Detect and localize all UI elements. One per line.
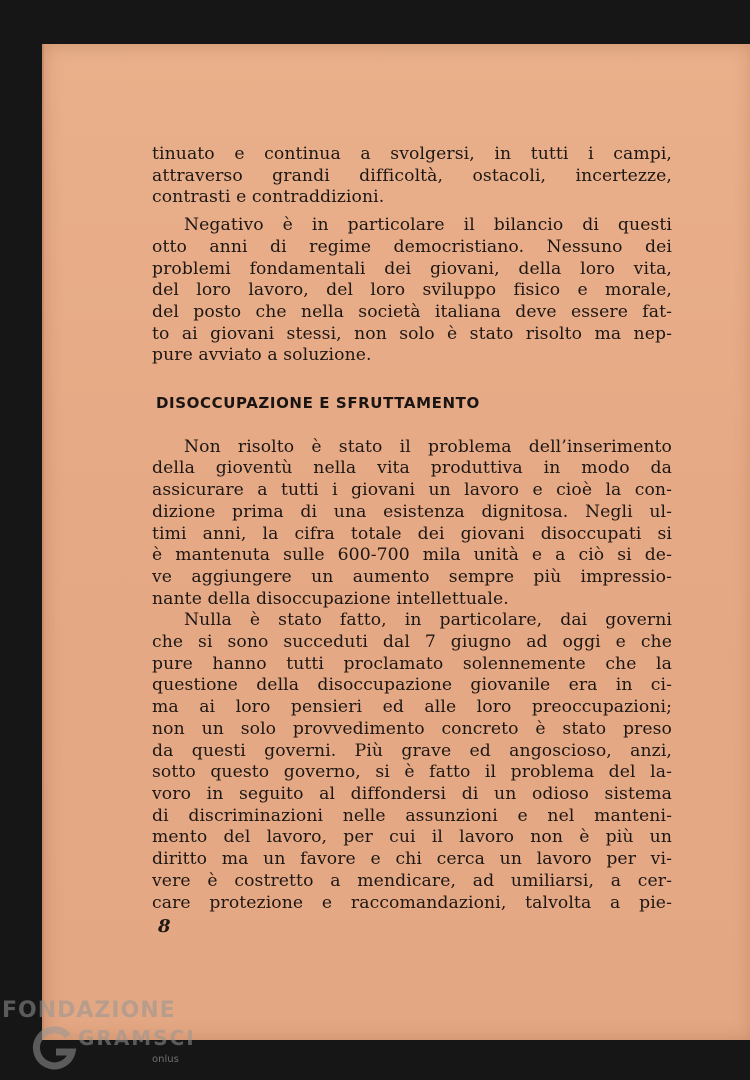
text-line: questione della disoccupazione giovanile era in ci- <box>152 675 672 696</box>
text-line: contrasti e contraddizioni. <box>152 187 385 208</box>
book-page <box>42 44 750 1040</box>
text-line: del loro lavoro, del loro sviluppo fisico e morale, <box>152 280 672 301</box>
paragraph-2 <box>152 215 672 367</box>
paragraph-3 <box>152 437 672 611</box>
paragraph-4 <box>152 610 672 914</box>
text-line: mento del lavoro, per cui il lavoro non è più un <box>152 827 672 848</box>
text-line: tinuato e continua a svolgersi, in tutti i campi, <box>152 144 672 164</box>
text-line: problemi fondamentali dei giovani, della loro vita, <box>152 258 672 279</box>
text-line: che si sono succeduti dal 7 giugno ad oggi e che <box>152 632 672 653</box>
text-line: ma ai loro pensieri ed alle loro preoccupazioni; <box>152 697 672 718</box>
body-text <box>152 144 672 914</box>
watermark-line-1: FONDAZIONE <box>2 998 176 1023</box>
section-heading: DISOCCUPAZIONE E SFRUTTAMENTO <box>156 394 480 413</box>
text-line: nante della disoccupazione intellettuale. <box>152 588 509 609</box>
text-line: Negativo è in particolare il bilancio di questi <box>184 215 672 236</box>
text-line: del posto che nella società italiana deve essere fat- <box>152 301 672 322</box>
text-line: della gioventù nella vita produttiva in modo da <box>152 458 672 479</box>
text-line: voro in seguito al diffondersi di un odioso sistema <box>152 783 672 804</box>
watermark-suffix: onlus <box>152 1054 179 1065</box>
text-line: non un solo provvedimento concreto è stato preso <box>152 718 672 739</box>
gramsci-logo-icon <box>28 1022 80 1074</box>
text-line: vere è costretto a mendicare, ad umiliarsi, a cer- <box>152 870 672 891</box>
paragraph-1 <box>152 144 672 209</box>
text-line: ve aggiungere un aumento sempre più impressio- <box>152 566 672 587</box>
text-line: care protezione e raccomandazioni, talvolta a pie- <box>152 892 672 913</box>
text-line: diritto ma un favore e chi cerca un lavoro per vi- <box>152 849 672 870</box>
text-line: Non risolto è stato il problema dell’inserimento <box>184 436 672 457</box>
text-line: dizione prima di una esistenza dignitosa. Negli ul- <box>152 501 672 522</box>
text-line: Nulla è stato fatto, in particolare, dai governi <box>184 610 672 631</box>
text-line: attraverso grandi difficoltà, ostacoli, incertezze, <box>152 165 672 186</box>
watermark <box>0 996 200 1080</box>
page-number: 8 <box>158 916 171 937</box>
text-line: otto anni di regime democristiano. Nessuno dei <box>152 236 672 257</box>
text-line: pure hanno tutti proclamato solennemente che la <box>152 653 672 674</box>
text-line: è mantenuta sulle 600-700 mila unità e a ciò si de- <box>152 545 672 566</box>
text-line: da questi governi. Più grave ed angoscioso, anzi, <box>152 740 672 761</box>
text-line: timi anni, la cifra totale dei giovani disoccupati si <box>152 523 672 544</box>
text-line: di discriminazioni nelle assunzioni e nel manteni- <box>152 805 672 826</box>
text-line: sotto questo governo, si è fatto il problema del la- <box>152 762 672 783</box>
watermark-line-2: GRAMSCI <box>78 1026 196 1050</box>
text-line: to ai giovani stessi, non solo è stato risolto ma nep- <box>152 323 672 344</box>
text-line: assicurare a tutti i giovani un lavoro e cioè la con- <box>152 480 672 501</box>
text-line: pure avviato a soluzione. <box>152 345 372 366</box>
